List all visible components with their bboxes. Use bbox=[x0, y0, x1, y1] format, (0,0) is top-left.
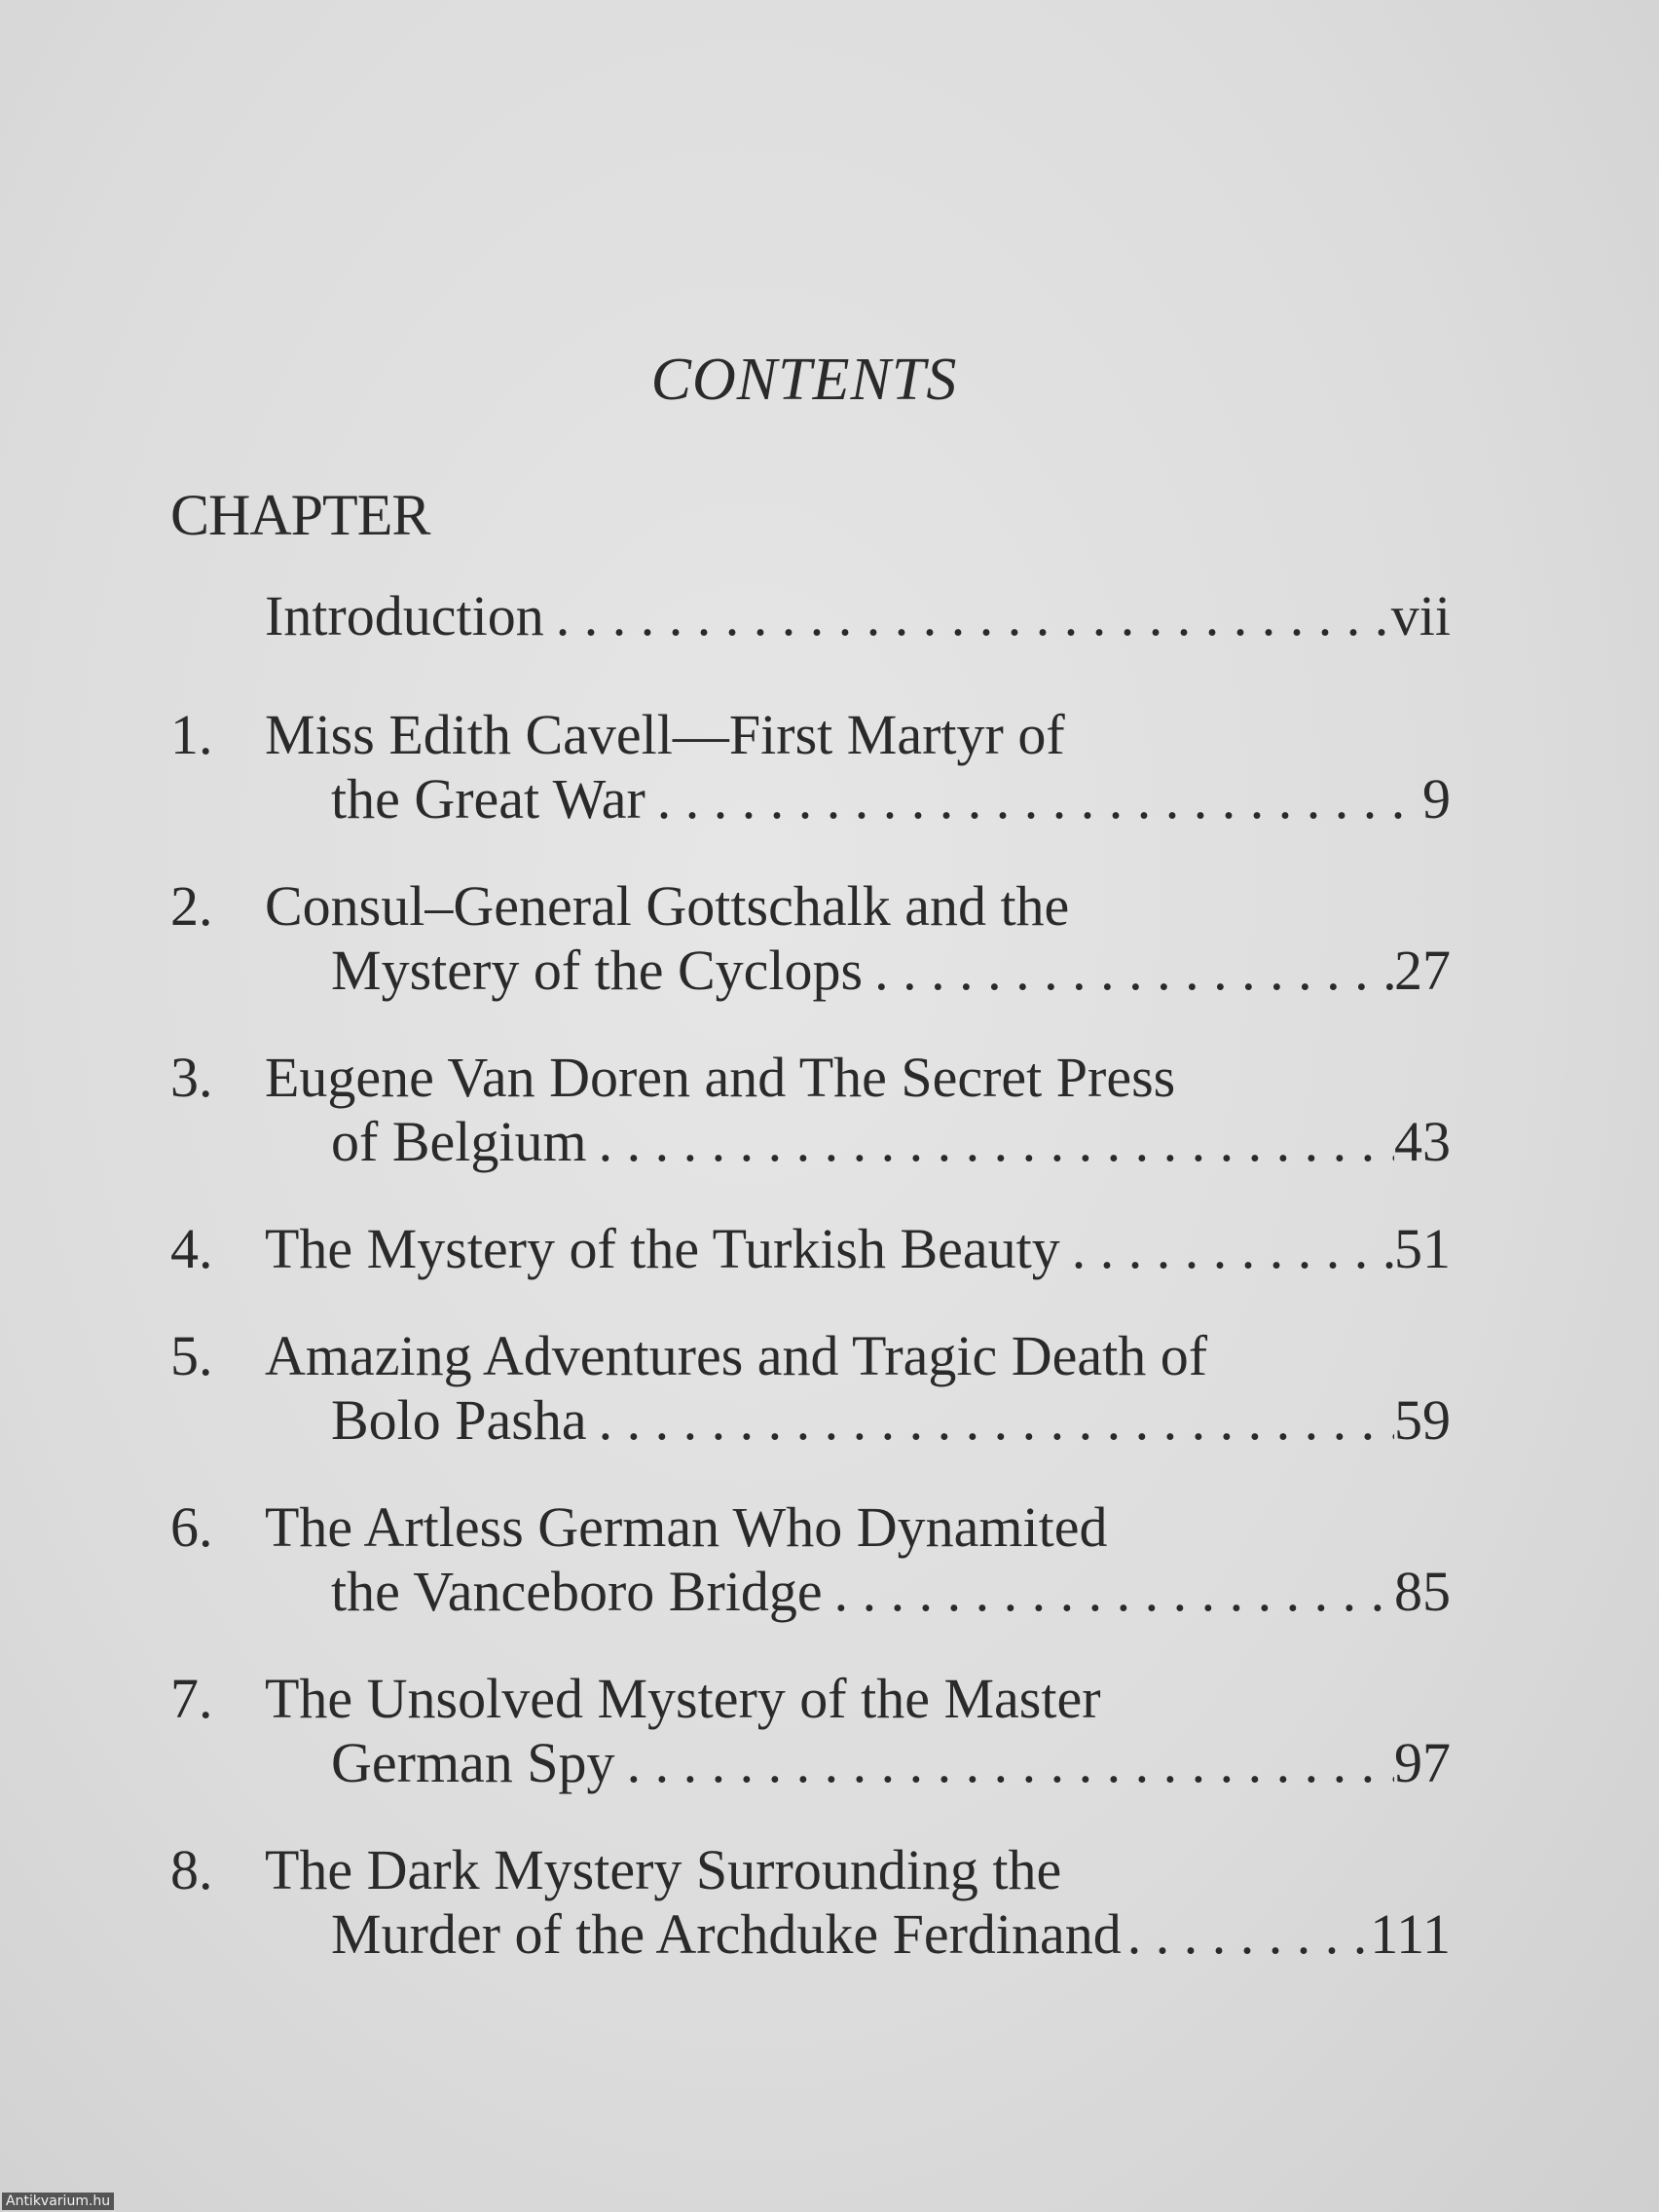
toc-entry-1 bbox=[170, 703, 1451, 831]
toc-entry-introduction bbox=[170, 584, 1451, 648]
toc-entry-7 bbox=[170, 1667, 1451, 1795]
toc-entry-3 bbox=[170, 1046, 1451, 1174]
toc-entry-title: The Mystery of the Turkish Beauty bbox=[265, 1217, 1060, 1280]
page-title: CONTENTS bbox=[650, 347, 958, 413]
toc-entry-number: 7. bbox=[170, 1667, 213, 1730]
toc-entry-title-line: Consul–General Gottschalk and the bbox=[265, 874, 1070, 938]
toc-entry-5 bbox=[170, 1324, 1451, 1453]
toc-entry-title-line: German Spy bbox=[331, 1731, 615, 1794]
toc-entry-2 bbox=[170, 874, 1451, 1003]
toc-entry-title-line: the Great War bbox=[331, 767, 645, 830]
leader-dots bbox=[823, 1560, 1394, 1624]
leader-dots bbox=[587, 1388, 1394, 1453]
toc-entry-4 bbox=[170, 1217, 1451, 1281]
leader-dots bbox=[1122, 1902, 1371, 1967]
leader-dots bbox=[587, 1110, 1394, 1174]
toc-entry-title-line: The Artless German Who Dynamited bbox=[265, 1495, 1108, 1559]
toc-entry-number: 8. bbox=[170, 1838, 213, 1901]
chapter-column-label: CHAPTER bbox=[170, 483, 430, 547]
toc-entry-page: 27 bbox=[1394, 939, 1451, 1002]
leader-dots bbox=[1060, 1217, 1394, 1281]
leader-dots bbox=[645, 767, 1422, 831]
toc-entry-page: vii bbox=[1390, 584, 1451, 647]
toc-entry-8 bbox=[170, 1838, 1451, 1967]
toc-entry-title-line: The Unsolved Mystery of the Master bbox=[265, 1667, 1101, 1730]
table-of-contents bbox=[170, 584, 1451, 1967]
watermark: Antikvarium.hu bbox=[2, 2193, 114, 2210]
toc-entry-page: 59 bbox=[1394, 1388, 1451, 1452]
toc-entry-number: 6. bbox=[170, 1495, 213, 1559]
toc-entry-title-line: Bolo Pasha bbox=[331, 1388, 587, 1452]
leader-dots bbox=[615, 1731, 1394, 1795]
toc-entry-number: 3. bbox=[170, 1046, 213, 1109]
toc-entry-number: 1. bbox=[170, 703, 213, 766]
toc-entry-number: 5. bbox=[170, 1324, 213, 1387]
toc-entry-title-line: Mystery of the Cyclops bbox=[331, 939, 864, 1002]
toc-entry-title-line: of Belgium bbox=[331, 1110, 587, 1173]
toc-entry-page: 51 bbox=[1394, 1217, 1451, 1280]
toc-entry-title-line: Miss Edith Cavell—First Martyr of bbox=[265, 703, 1065, 766]
toc-entry-title: Introduction bbox=[265, 584, 544, 647]
toc-entry-page: 111 bbox=[1370, 1902, 1451, 1966]
toc-entry-6 bbox=[170, 1495, 1451, 1624]
toc-entry-title-line: Murder of the Archduke Ferdinand bbox=[331, 1902, 1122, 1966]
toc-entry-title-line: Amazing Adventures and Tragic Death of bbox=[265, 1324, 1208, 1387]
toc-entry-number: 4. bbox=[170, 1217, 213, 1280]
toc-entry-title-line: Eugene Van Doren and The Secret Press bbox=[265, 1046, 1176, 1109]
toc-entry-title-line: The Dark Mystery Surrounding the bbox=[265, 1838, 1062, 1901]
toc-entry-number: 2. bbox=[170, 874, 213, 938]
toc-entry-title-line: the Vanceboro Bridge bbox=[331, 1560, 823, 1623]
toc-entry-page: 9 bbox=[1422, 767, 1451, 830]
leader-dots bbox=[544, 584, 1391, 648]
toc-entry-page: 85 bbox=[1394, 1560, 1451, 1623]
leader-dots bbox=[863, 939, 1394, 1003]
toc-entry-page: 43 bbox=[1394, 1110, 1451, 1173]
toc-entry-page: 97 bbox=[1394, 1731, 1451, 1794]
